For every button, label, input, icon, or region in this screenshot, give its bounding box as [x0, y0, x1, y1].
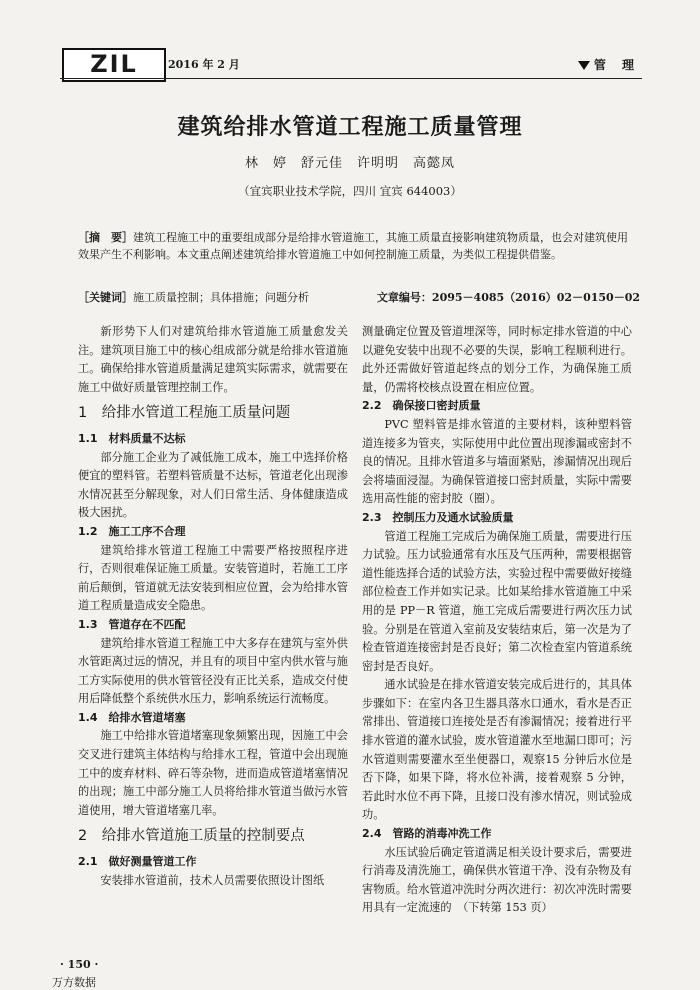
section-heading-2: 2 给排水管道施工质量的控制要点	[78, 828, 305, 845]
article-affiliation: （宜宾职业技术学院，四川 宜宾 644003）	[238, 184, 462, 198]
abstract-label: ［摘 要］	[78, 231, 133, 244]
abstract-text: 建筑工程施工中的重要组成部分是给排水管道施工，其施工质量直接影响建筑物质量，也会对建筑使用效果产生不利影响。本文重点阐述建筑给排水管道施工中如何控制施工质量，为类似工程提供借鉴。	[78, 231, 628, 261]
journal-logo: ZIL	[62, 48, 166, 82]
right-column	[362, 323, 632, 918]
subheading-2-1: 2.1 做好测量管道工作	[78, 855, 197, 869]
keywords-label: ［关键词］	[78, 291, 133, 304]
paragraph-1-3: 建筑给排水管道工程施工中大多存在建筑与室外供水管距离过远的情况，并且有的项目中室内供水管与施工方实际使用的供水管管径没有正比关系，造成交付使用后降低整个系统供水压力，影响系统运行流畅度。	[78, 636, 348, 706]
issue-date: 2016 年 2 月	[168, 58, 240, 71]
abstract	[78, 229, 638, 263]
subheading-1-2: 1.2 施工工序不合理	[78, 524, 186, 538]
paragraph-2-2: PVC 塑料管是排水管道的主要材料，该种塑料管道连接多为管夹，实际使用中此位置出现渗漏或密封不良的情况。且排水管道多与墙面紧贴，渗漏情况出现后会将墙面浸湿。为确保管道接口密封质量，实际中需要选用高性能的密封胶（圈）。	[362, 417, 632, 506]
paragraph-2-3a: 管道工程施工完成后为确保施工质量，需要进行压力试验。压力试验通常有水压及气压两种，需要根据管道性能选择合适的试验方法，实验过程中需要做好接缝部位检查工作并如实记录。比如某给排水管道施工中采用的是 PP－R 管道，施工完成后需要进行两次压力试验。分别是在管道入室前及安装结束后，第一次是为了检查管道连接密封是否良好；第二次检查室内管道系统密封是否良好。	[362, 529, 632, 673]
subheading-2-2: 2.2 确保接口密封质量	[362, 399, 481, 413]
keywords	[78, 289, 309, 305]
section-tag	[578, 56, 640, 73]
source-watermark: 万方数据	[52, 976, 96, 989]
paragraph-1-4: 施工中给排水管道堵塞现象频繁出现，因施工中会交叉进行建筑主体结构与给排水工程，管道中会出现施工中的废弃材料、碎石等杂物，进而造成管道堵塞情况的出现；施工中部分施工人员将给排水管道当做污水管道使用，增大管道堵塞几率。	[78, 729, 348, 817]
left-column	[78, 323, 348, 890]
article-title: 建筑给排水管道工程施工质量管理	[177, 115, 523, 140]
intro-paragraph: 新形势下人们对建筑给排水管道施工质量愈发关注。建筑项目施工中的核心组成部分就是给排水管道施工。确保给排水管道质量满足建筑实际需求，就需要在施工中做好质量管理控制工作。	[78, 325, 348, 394]
continued-note: （下转第 153 页）	[462, 901, 553, 915]
subheading-1-1: 1.1 材料质量不达标	[78, 431, 186, 445]
section-heading-1: 1 给排水管道工程施工质量问题	[78, 405, 291, 422]
subheading-2-3: 2.3 控制压力及通水试验质量	[362, 510, 514, 524]
paragraph-1-2: 建筑给排水管道工程施工中需要严格按照程序进行，否则很难保证施工质量。安装管道时，若施工工序前后颠倒，管道就无法安装到相应位置，会为给排水管道工程质量造成安全隐患。	[78, 543, 348, 613]
page-number: · 150 ·	[60, 958, 99, 971]
paragraph-2-4	[362, 844, 632, 918]
triangle-icon	[578, 61, 590, 70]
header-rule	[60, 78, 642, 79]
subheading-1-4: 1.4 给排水管道堵塞	[78, 710, 186, 724]
paragraph-2-1-cont: 测量确定位置及管道埋深等，同时标定排水管道的中心以避免安装中出现不必要的失误，影响工程顺利进行。此外还需做好管道起终点的划分工作，为确保施工质量，仍需将校核点设置在相应位置。	[362, 325, 632, 394]
article-number: 文章编号：2095－4085（2016）02－0150－02	[376, 291, 640, 304]
paragraph-1-1: 部分施工企业为了减低施工成本，施工中选择价格便宜的塑料管。若塑料管质量不达标，管道老化出现渗水情况甚至分解现象，对人们日常生活、身体健康造成极大困扰。	[78, 450, 348, 520]
subheading-1-3: 1.3 管道存在不匹配	[78, 617, 186, 631]
paragraph-2-4-text: 水压试验后确定管道满足相关设计要求后，需要进行消毒及清洗施工，确保供水管道干净、没有杂物及有害物质。给水管道冲洗时分两次进行：初次冲洗时需要用具有一定流速的	[362, 845, 632, 915]
keywords-text: 施工质量控制；具体措施；问题分析	[133, 291, 309, 304]
subheading-2-4: 2.4 管路的消毒冲洗工作	[362, 827, 492, 841]
article-authors: 林 婷 舒元佳 许明明 高懿凤	[244, 156, 455, 171]
section-label: 管 理	[593, 58, 640, 72]
paragraph-2-3b: 通水试验是在排水管道安装完成后进行的，其具体步骤如下：在室内各卫生器具落水口通水，看水是否正常排出、管道接口连接处是否有渗漏情况；接着进行平排水管道的灌水试验，废水管道灌水至地漏口即可；污水管道则需要灌水至坐便器口，观察15 分钟后水位是否下降，如果下降，将水位补满，接着观察 5 分钟，若此时水位不再下降，且接口没有渗水情况，则试验成功。	[362, 678, 632, 822]
paragraph-2-1: 安装排水管道前，技术人员需要依照设计图纸	[100, 873, 325, 887]
